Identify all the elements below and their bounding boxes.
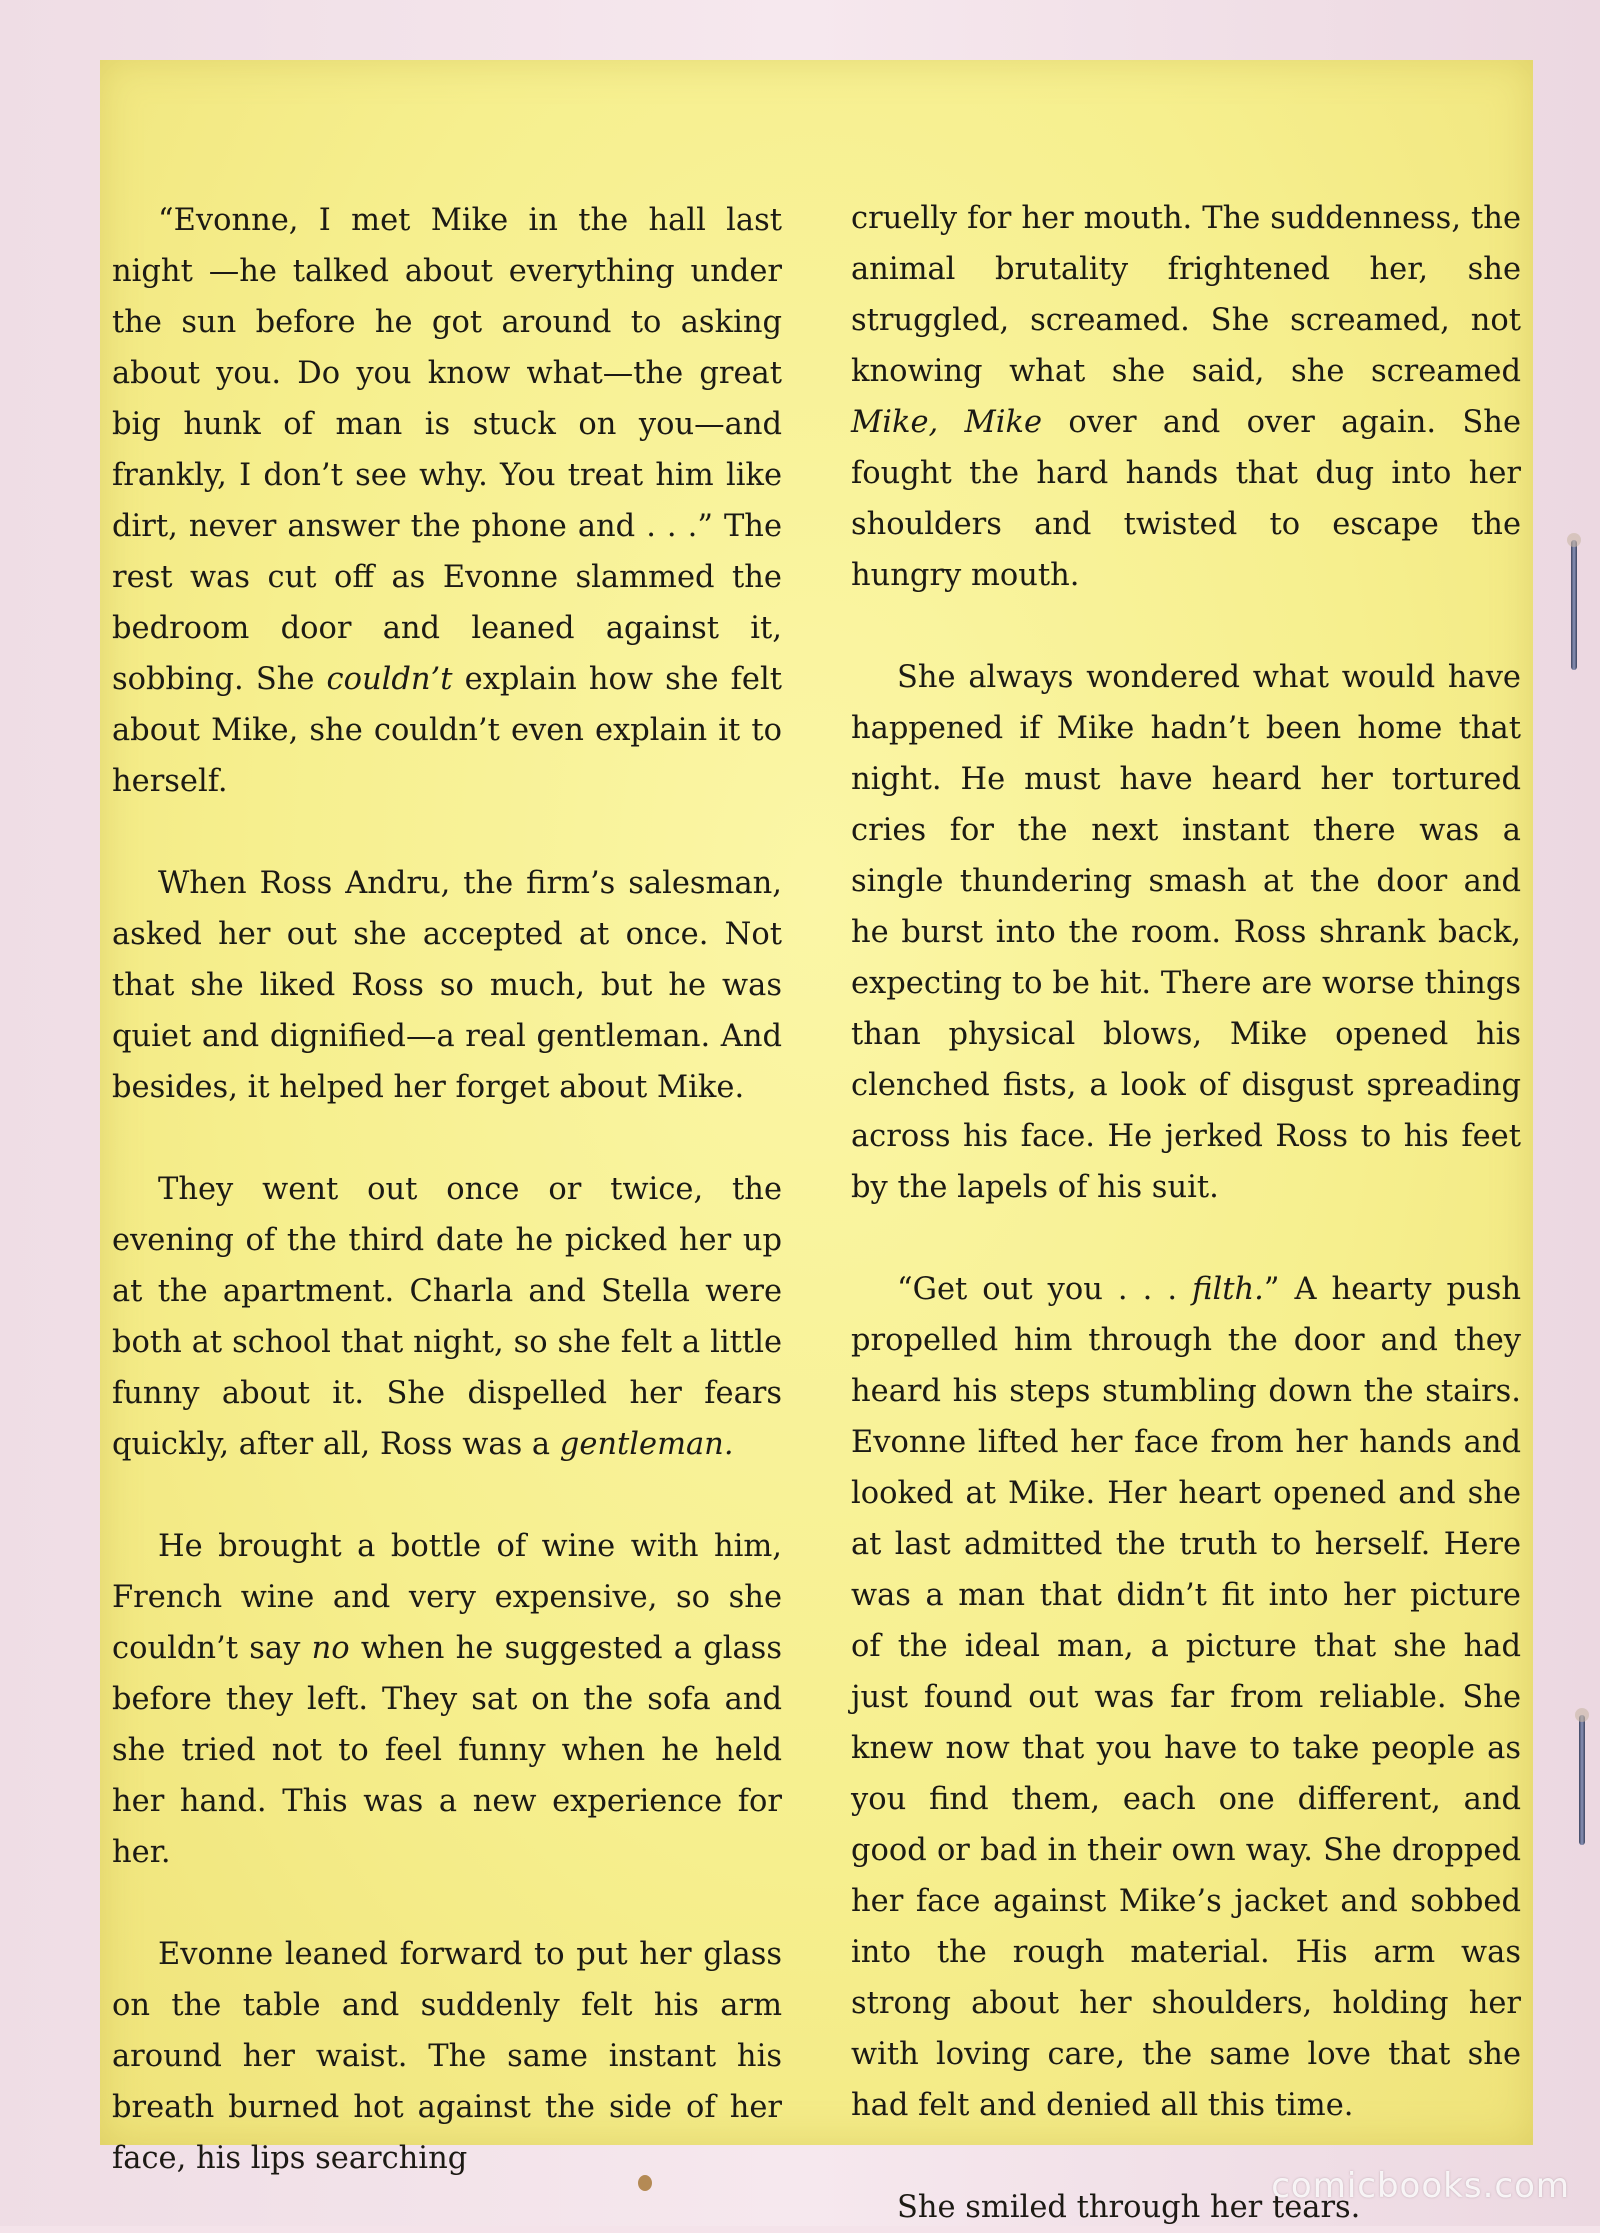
left-paragraph-1 (112, 195, 782, 807)
right-p1-part-a: cruelly for her mouth. The suddenness, the animal brutality frightened her, she struggled, screamed. She screamed, not knowing what she said, she screamed (851, 201, 1521, 389)
left-p4-part-a: He brought a bottle of wine with him, French wine and very expensive, so she couldn’t say (112, 1529, 782, 1666)
left-paragraph-5: Evonne leaned forward to put her glass on the table and suddenly felt his arm around her waist. The same instant his breath burned hot against the side of her face, his lips searching (112, 1937, 782, 2176)
left-p3-main: They went out once or twice, the evening of the third date he picked her up at the apartment. Charla and Stella were both at school that night, so she felt a little funny about it. She dispelled her fears quickly, after all, Ross was a (112, 1172, 782, 1462)
staple-bottom (1579, 1715, 1585, 1845)
left-p3-italic: gentleman. (559, 1427, 734, 1462)
right-p1-part-b: over and over again. She fought the hard hands that dug into her shoulders and twisted to escape the hungry mouth. (851, 405, 1521, 593)
left-column (112, 195, 782, 2184)
staple-bottom-cap (1575, 1708, 1589, 1722)
left-p1-italic: couldn’t (326, 662, 453, 697)
left-p4-part-b: when he suggested a glass before they left. They sat on the sofa and she tried not to feel funny when he held her hand. This was a new experience for her. (112, 1631, 782, 1870)
binding-hole (638, 2175, 652, 2191)
staple-top (1571, 540, 1577, 670)
right-column (851, 193, 1521, 2233)
right-p1-italic: Mike, Mike (851, 405, 1043, 440)
left-paragraph-2: When Ross Andru, the firm’s salesman, asked her out she accepted at once. Not that she liked Ross so much, but he was quiet and dignified—a real gentleman. And besides, it helped her forget about Mike. (112, 866, 782, 1105)
right-p3-italic: filth. (1192, 1272, 1264, 1307)
watermark: comicbooks.com (1271, 2166, 1570, 2206)
left-p1-part-1: “Evonne, I met Mike in the hall last night —he talked about everything under the sun before he got around to asking about you. Do you know what—the great big hunk of man is stuck on you—and frankly, I don’t see why. You treat him like dirt, never answer the phone and . . .” The rest was cut off as Evonne slammed the bedroom door and leaned against it, sobbing. She (112, 203, 782, 697)
left-p4-italic: no (311, 1631, 350, 1666)
staple-top-cap (1567, 533, 1581, 547)
left-paragraph-3 (112, 1164, 782, 1470)
right-p3-part-a: “Get out you . . . (897, 1272, 1193, 1307)
left-paragraph-4 (112, 1521, 782, 1878)
right-p3-part-b: ” A hearty push propelled him through the door and they heard his steps stumbling down the stairs. Evonne lifted her face from her hands and looked at Mike. Her heart opened and she at last admitted the truth to herself. Here was a man that didn’t fit into her picture of the ideal man, a picture that she had just found out was far from reliable. She knew now that you have to take people as you find them, each one different, and good or bad in their own way. She dropped her face against Mike’s jacket and sobbed into the rough material. His arm was strong about her shoulders, holding her with loving care, the same love that she had felt and denied all this time. (851, 1272, 1521, 2123)
right-paragraph-4: She smiled through her tears. (897, 2190, 1361, 2225)
right-paragraph-3 (851, 1264, 1521, 2131)
left-p1-part-2: explain how she felt about Mike, she couldn’t even explain it to herself. (112, 662, 782, 799)
right-paragraph-2: She always wondered what would have happened if Mike hadn’t been home that night. He must have heard her tortured cries for the next instant there was a single thundering smash at the door and he burst into the room. Ross shrank back, expecting to be hit. There are worse things than physical blows, Mike opened his clenched fists, a look of disgust spreading across his face. He jerked Ross to his feet by the lapels of his suit. (851, 660, 1521, 1205)
right-paragraph-1 (851, 193, 1521, 601)
